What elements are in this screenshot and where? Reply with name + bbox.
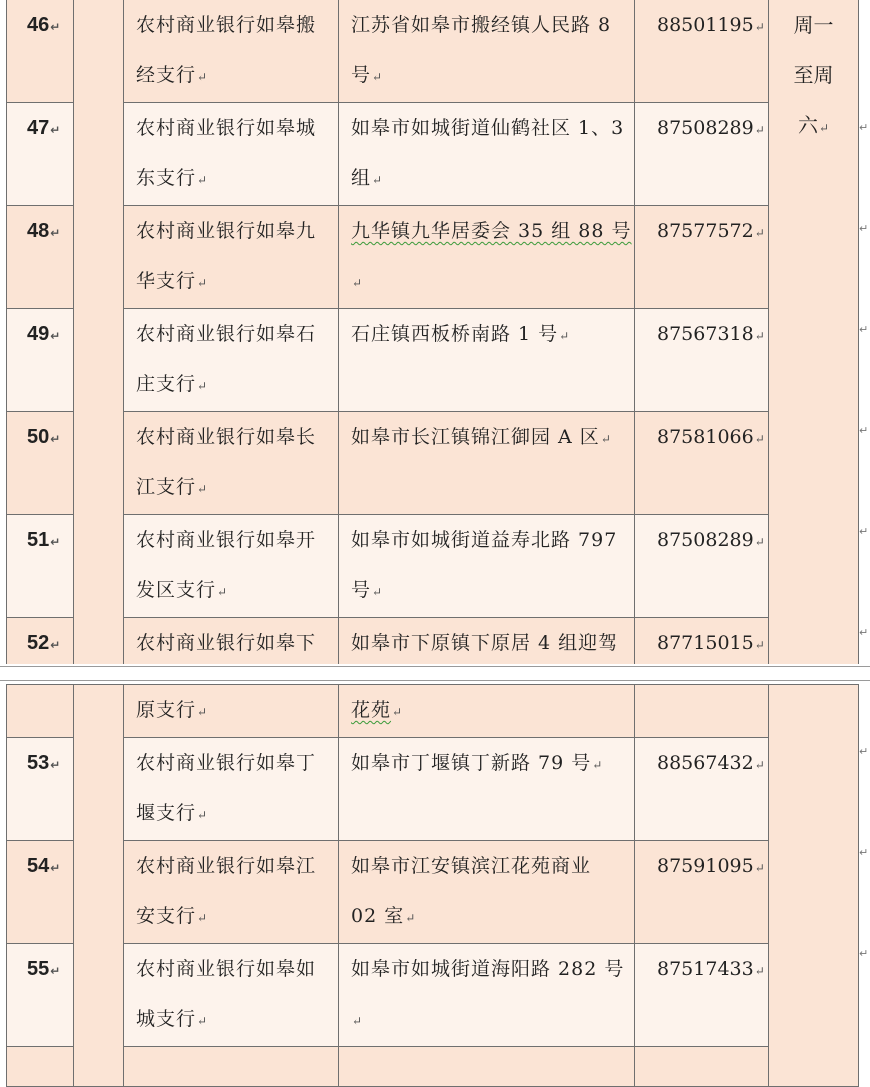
branch-address: 如皋市如城街道益寿北路 797 号↵ — [339, 515, 635, 618]
row-number: 50↵ — [7, 412, 74, 515]
table-row — [7, 1047, 859, 1087]
table-row — [7, 412, 859, 515]
branch-name: 农村商业银行如皋石 庄支行↵ — [124, 309, 339, 412]
table-row — [7, 515, 859, 618]
row-number — [7, 1047, 74, 1087]
branch-name: 原支行↵ — [124, 685, 339, 738]
row-number: 46↵ — [7, 0, 74, 103]
branch-phone: 87508289↵ — [635, 103, 769, 206]
branch-name: 农村商业银行如皋如 城支行↵ — [124, 944, 339, 1047]
branch-phone: 87517433↵ — [635, 944, 769, 1047]
branch-address: 如皋市丁堰镇丁新路 79 号↵ — [339, 738, 635, 841]
branch-name: 农村商业银行如皋江 安支行↵ — [124, 841, 339, 944]
branch-phone: 87591095↵ — [635, 841, 769, 944]
paragraph-mark: ↵ — [859, 947, 869, 960]
merged-column-cell — [74, 685, 124, 1087]
branch-name: 农村商业银行如皋长 江支行↵ — [124, 412, 339, 515]
page-break — [0, 664, 870, 684]
table-row — [7, 103, 859, 206]
row-number: 53↵ — [7, 738, 74, 841]
branch-name: 农村商业银行如皋开 发区支行↵ — [124, 515, 339, 618]
row-number: 52↵ — [7, 618, 74, 671]
branch-name: 农村商业银行如皋丁 堰支行↵ — [124, 738, 339, 841]
paragraph-mark: ↵ — [859, 424, 869, 437]
branch-name: 农村商业银行如皋下 — [124, 618, 339, 671]
branch-address: 九华镇九华居委会 35 组 88 号↵ — [339, 206, 635, 309]
branch-phone: 87567318↵ — [635, 309, 769, 412]
row-number — [7, 685, 74, 738]
branch-address: 如皋市如城街道海阳路 282 号↵ — [339, 944, 635, 1047]
table-row — [7, 206, 859, 309]
branch-address: 石庄镇西板桥南路 1 号↵ — [339, 309, 635, 412]
table-row — [7, 738, 859, 841]
branch-phone: 87581066↵ — [635, 412, 769, 515]
table-row — [7, 944, 859, 1047]
branch-address — [339, 1047, 635, 1087]
row-number: 48↵ — [7, 206, 74, 309]
table-row — [7, 309, 859, 412]
branch-table-page1 — [6, 0, 859, 671]
row-number: 51↵ — [7, 515, 74, 618]
branch-address: 如皋市下原镇下原居 4 组迎驾 — [339, 618, 635, 671]
branch-phone — [635, 1047, 769, 1087]
branch-name — [124, 1047, 339, 1087]
branch-phone: 87715015↵ — [635, 618, 769, 671]
page-break-line — [0, 666, 870, 667]
row-number: 47↵ — [7, 103, 74, 206]
merged-column-cell — [74, 0, 124, 671]
paragraph-mark: ↵ — [859, 222, 869, 235]
paragraph-mark: ↵ — [859, 525, 869, 538]
table-row — [7, 685, 859, 738]
paragraph-mark: ↵ — [859, 846, 869, 859]
branch-phone: 88501195↵ — [635, 0, 769, 103]
branch-phone: 88567432↵ — [635, 738, 769, 841]
paragraph-mark: ↵ — [859, 323, 869, 336]
table-row — [7, 618, 859, 671]
row-number: 49↵ — [7, 309, 74, 412]
branch-address: 花苑↵ — [339, 685, 635, 738]
paragraph-mark: ↵ — [859, 745, 869, 758]
service-hours: 周一 至周 六↵ — [769, 0, 859, 671]
paragraph-mark: ↵ — [859, 626, 869, 639]
branch-name: 农村商业银行如皋城 东支行↵ — [124, 103, 339, 206]
page-break-line — [0, 680, 870, 681]
paragraph-mark: ↵ — [859, 121, 869, 134]
branch-phone — [635, 685, 769, 738]
service-hours-continued — [769, 685, 859, 1087]
branch-name: 农村商业银行如皋搬 经支行↵ — [124, 0, 339, 103]
row-number: 54↵ — [7, 841, 74, 944]
branch-phone: 87577572↵ — [635, 206, 769, 309]
branch-phone: 87508289↵ — [635, 515, 769, 618]
row-number: 55↵ — [7, 944, 74, 1047]
branch-address: 江苏省如皋市搬经镇人民路 8 号↵ — [339, 0, 635, 103]
table-row — [7, 0, 859, 103]
branch-address: 如皋市长江镇锦江御园 A 区↵ — [339, 412, 635, 515]
branch-address: 如皋市如城街道仙鹤社区 1、3 组↵ — [339, 103, 635, 206]
branch-name: 农村商业银行如皋九 华支行↵ — [124, 206, 339, 309]
table-row — [7, 841, 859, 944]
branch-address: 如皋市江安镇滨江花苑商业 02 室↵ — [339, 841, 635, 944]
branch-table-page2 — [6, 684, 859, 1087]
